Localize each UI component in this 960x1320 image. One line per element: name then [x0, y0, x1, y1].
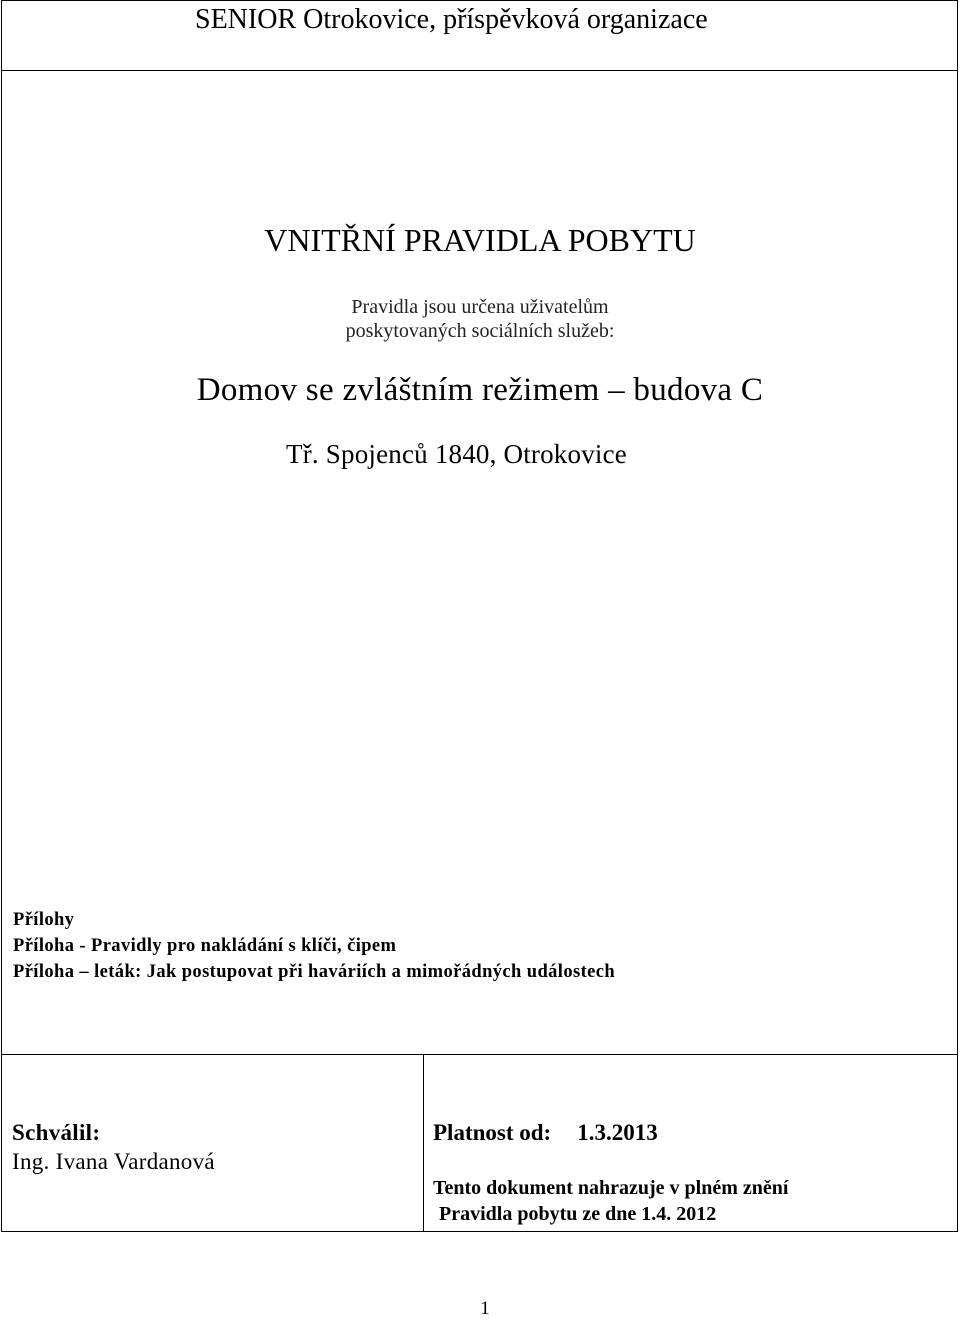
- replaces-line-1: Tento dokument nahrazuje v plném znění: [433, 1177, 789, 1199]
- approved-by-label: Schválil:: [12, 1120, 101, 1145]
- approval-table: [1, 1054, 958, 1232]
- organization-name: SENIOR Otrokovice, příspěvková organizace: [195, 4, 708, 35]
- replaces-note: [433, 1175, 788, 1227]
- approver-name: Ing. Ivana Vardanová: [12, 1149, 215, 1174]
- subtitle-line-1: Pravidla jsou určena uživatelům: [351, 296, 609, 318]
- subtitle-line-2: poskytovaných sociálních služeb:: [345, 320, 615, 342]
- replaces-line-2: Pravidla pobytu ze dne 1.4. 2012: [439, 1203, 717, 1225]
- table-divider: [423, 1055, 424, 1231]
- attachment-item: Příloha - Pravidly pro nakládání s klíči, čipem: [13, 936, 397, 956]
- address: Tř. Spojenců 1840, Otrokovice: [286, 439, 627, 469]
- valid-from-label: Platnost od:: [433, 1120, 552, 1145]
- document-frame: [1, 0, 958, 1232]
- validity-row: [433, 1119, 658, 1147]
- service-name: Domov se zvláštním režimem – budova C: [196, 372, 764, 408]
- attachments-heading: Přílohy: [13, 910, 75, 930]
- attachment-item: Příloha – leták: Jak postupovat při haváriích a mimořádných událostech: [13, 962, 616, 982]
- organization-header: [1, 0, 958, 71]
- valid-from-date: 1.3.2013: [577, 1120, 658, 1145]
- document-title: VNITŘNÍ PRAVIDLA POBYTU: [264, 222, 696, 258]
- attachments-section: [13, 907, 615, 985]
- page-number: 1: [480, 1298, 490, 1319]
- subtitle: [0, 295, 960, 343]
